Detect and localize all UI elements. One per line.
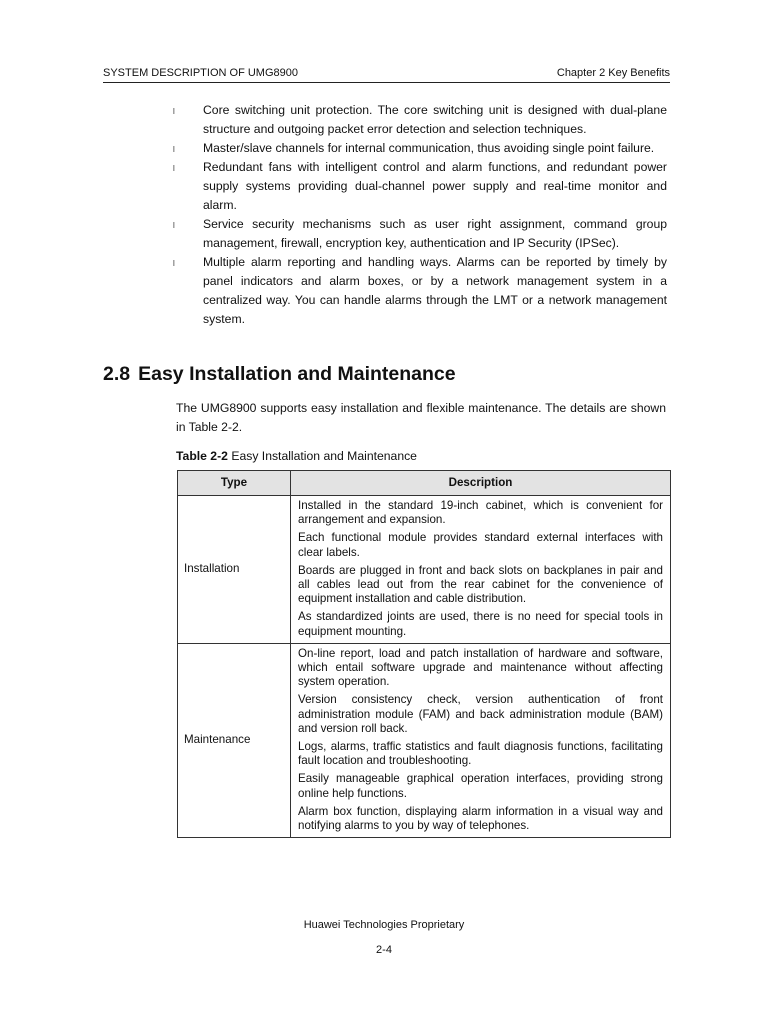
table-header-row <box>178 471 671 496</box>
row-description-cell <box>291 496 671 644</box>
table-caption-label: Table 2-2 <box>176 449 228 463</box>
table-caption-text: Easy Installation and Maintenance <box>227 449 417 463</box>
bullet-text: Service security mechanisms such as user right assignment, command group management, firewall, encryption key, authentication and IP Security (IPSec). <box>203 217 667 250</box>
bullet-marker: l <box>173 145 175 154</box>
description-item: Logs, alarms, traffic statistics and fault diagnosis functions, facilitating fault location and troubleshooting. <box>298 740 663 768</box>
description-item: Alarm box function, displaying alarm information in a visual way and notifying alarms to you by way of telephones. <box>298 804 663 833</box>
table-row <box>178 496 671 644</box>
bullet-item <box>173 139 667 158</box>
header-doc-title: SYSTEM DESCRIPTION OF UMG8900 <box>103 67 298 79</box>
bullet-text: Core switching unit protection. The core switching unit is designed with dual-plane structure and outgoing packet error detection and selection techniques. <box>203 103 667 136</box>
row-type-cell: Maintenance <box>178 643 291 837</box>
bullet-item <box>173 215 667 253</box>
page-number: 2-4 <box>376 944 392 956</box>
column-header-description: Description <box>291 471 671 496</box>
header-chapter: Chapter 2 Key Benefits <box>556 67 670 79</box>
bullet-text: Redundant fans with intelligent control and alarm functions, and redundant power supply systems providing dual-channel power supply and real-time monitor and alarm. <box>203 160 667 212</box>
bullet-item <box>173 253 667 329</box>
description-item: Version consistency check, version authentication of front administration module (FAM) and back administration module (BAM) and version roll back. <box>298 693 663 735</box>
footer-proprietary: Huawei Technologies Proprietary <box>303 919 465 931</box>
description-item: Each functional module provides standard external interfaces with clear labels. <box>298 531 663 559</box>
table-row <box>178 643 671 837</box>
column-header-type: Type <box>178 471 291 496</box>
description-item: Easily manageable graphical operation interfaces, providing strong online help functions. <box>298 772 663 800</box>
table-caption <box>176 448 417 464</box>
bullet-marker: l <box>173 164 175 173</box>
running-header <box>103 66 670 83</box>
section-number: 2.8 <box>103 363 131 385</box>
description-item: On-line report, load and patch installation of hardware and software, which entail software upgrade and maintenance without affecting system operation. <box>298 646 663 689</box>
bullet-marker: l <box>173 259 175 268</box>
row-description-cell <box>291 643 671 837</box>
bullet-item <box>173 158 667 215</box>
bullet-item <box>173 101 667 139</box>
description-item: Boards are plugged in front and back slots on backplanes in pair and all cables lead out from the rear cabinet for the convenience of equipment installation and cable distribution. <box>298 563 663 606</box>
bullet-list <box>173 101 667 329</box>
section-title: Easy Installation and Maintenance <box>138 363 456 385</box>
description-item: Installed in the standard 19-inch cabinet, which is convenient for arrangement and expansion. <box>298 499 663 527</box>
bullet-text: Master/slave channels for internal communication, thus avoiding single point failure. <box>203 141 655 155</box>
installation-maintenance-table <box>177 470 671 838</box>
bullet-marker: l <box>173 107 175 116</box>
bullet-text: Multiple alarm reporting and handling ways. Alarms can be reported by timely by panel indicators and alarm boxes, or by a network management system in a centralized way. You can handle alarms through the LMT or a network management system. <box>203 255 667 326</box>
section-heading <box>103 361 456 387</box>
row-type-cell: Installation <box>178 496 291 644</box>
intro-paragraph: The UMG8900 supports easy installation and flexible maintenance. The details are shown in Table 2-2. <box>176 401 666 434</box>
bullet-marker: l <box>173 221 175 230</box>
description-item: As standardized joints are used, there is no need for special tools in equipment mounting. <box>298 610 663 638</box>
